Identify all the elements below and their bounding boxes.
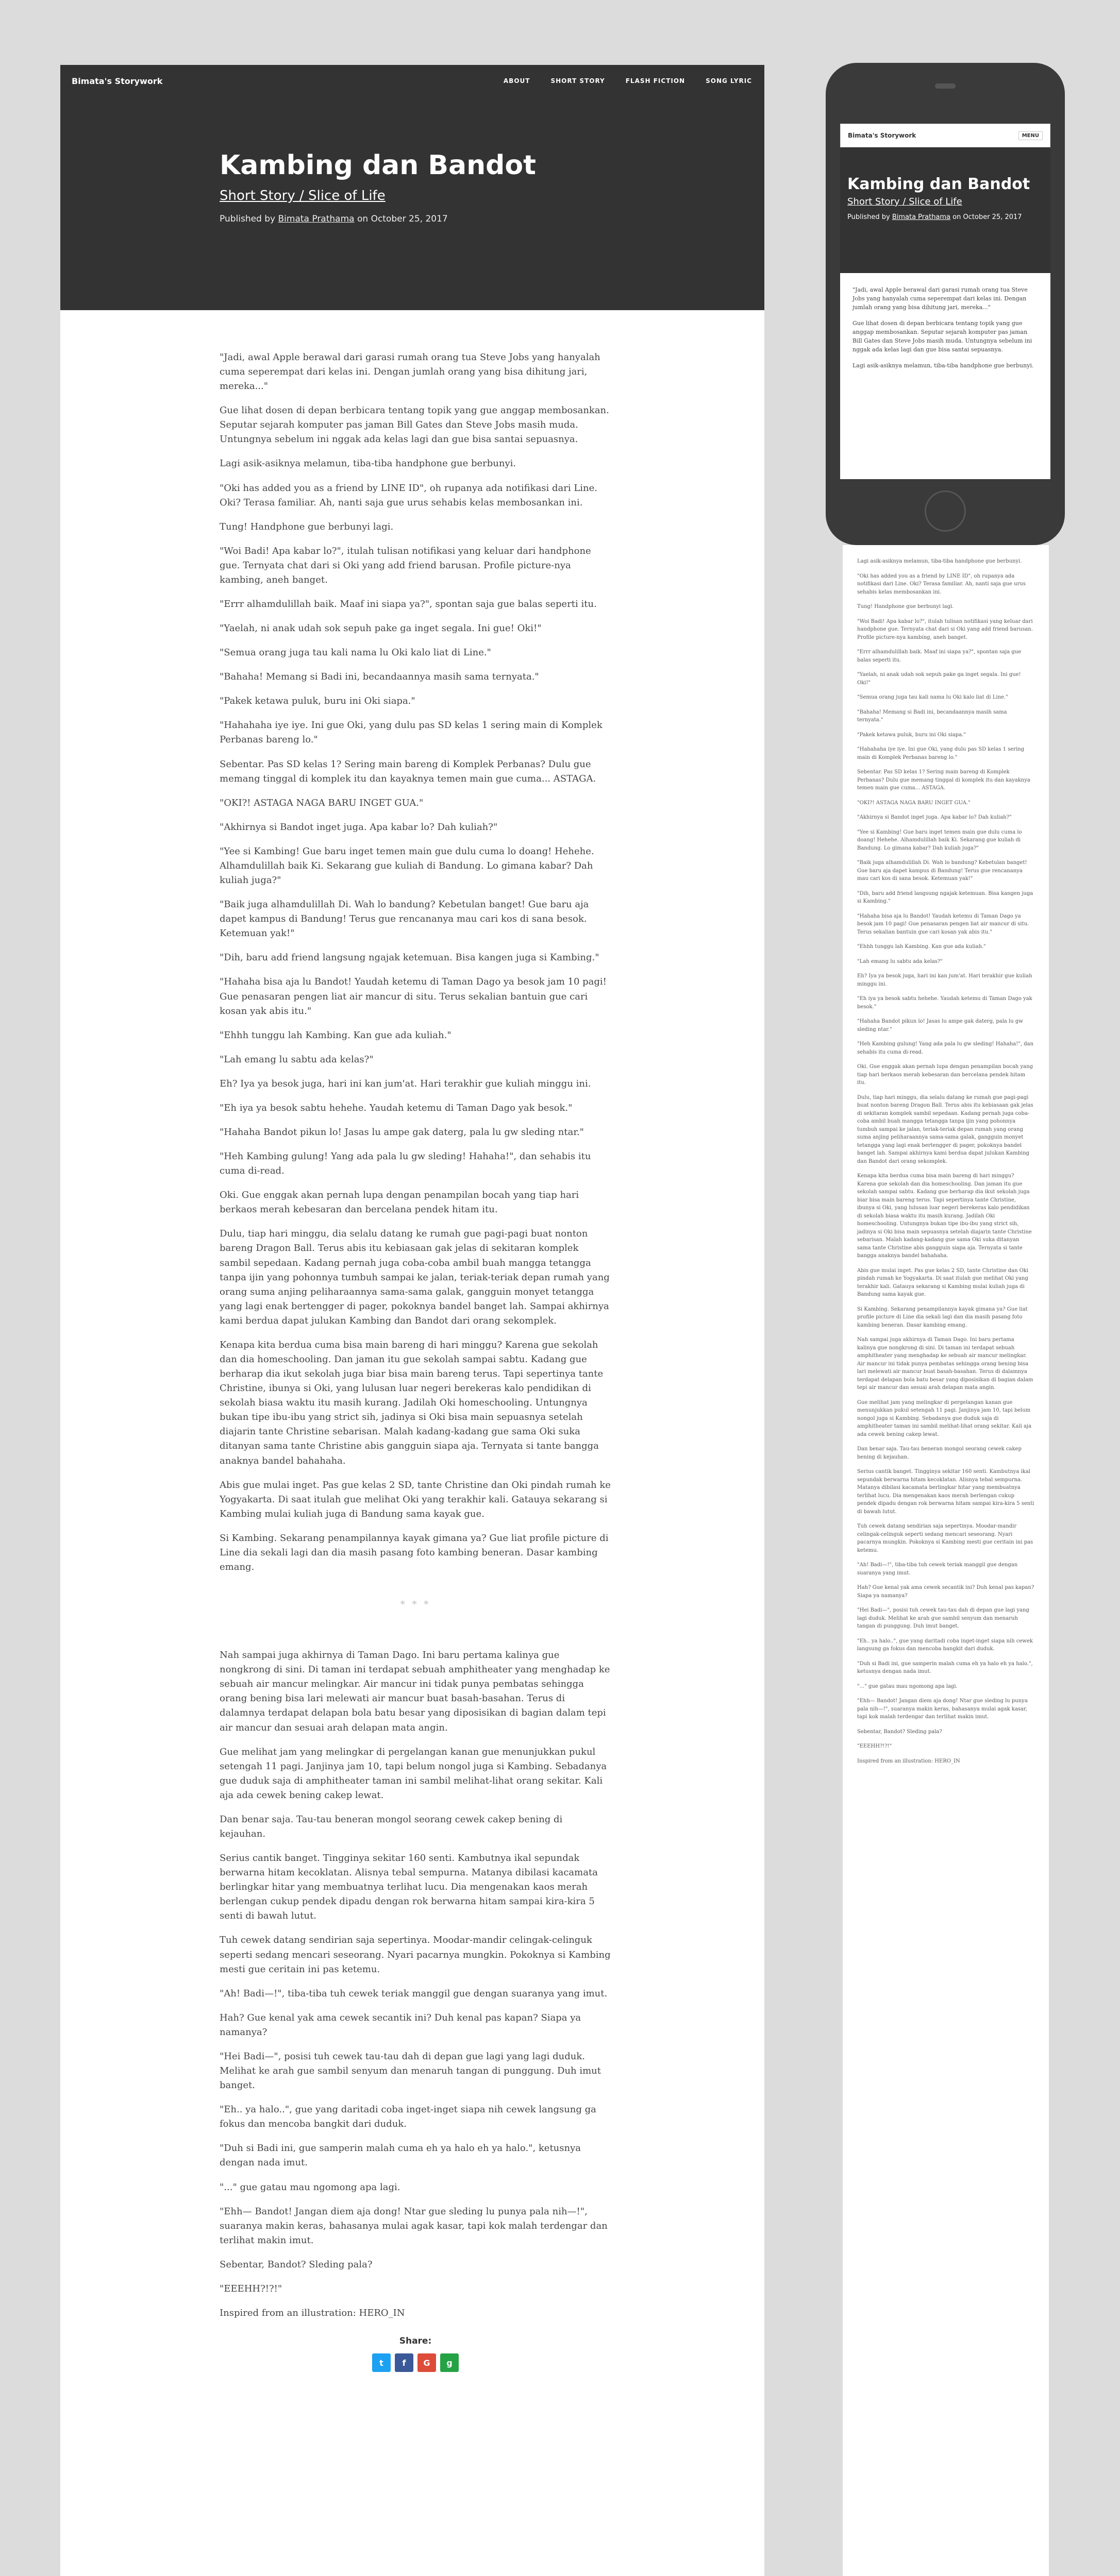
mobile-paragraph: Dulu, tiap hari minggu, dia selalu datang ke rumah gue pagi-pagi buat nonton bareng Dragon Ball. Terus abis itu kebiasaan gak jelas di sekitaran komplek sambil sepedaan. Kadang pernah juga coba-coba ambil buah mangga tetangga tanpa ijin yang pohonnya tumbuh sampai ke jalan, teriak-teriak depan rumah yang orang suma anjing peliharaannya sama-sama galak, gangguin monyet tetangga yang lagi enak bertengger di pager, pokoknya bandel banget lah. Sampai akhirnya kami berdua dapat julukan Kambing dan Bandot dari orang sekomplek. — [857, 1094, 1033, 1164]
mobile-paragraph: "Jadi, awal Apple berawal dari garasi rumah orang tua Steve Jobs yang hanyalah cuma seperempat dari kelas ini. Dengan jumlah orang yang bisa dihitung jari, mereka..." — [852, 286, 1028, 311]
mobile-paragraph: "Hahaha Bandot pikun lo! Jasas lu ampe gak daterg, pala lu gw sleding ntar." — [857, 1019, 1023, 1032]
paragraph: "EEEHH?!?!" — [220, 2283, 282, 2294]
mobile-paragraph: Kenapa kita berdua cuma bisa main bareng di hari minggu? Karena gue sekolah dan dia homeschooling. Dan jaman itu gue sekolah sampai sabtu. Kadang gue berharap dia ikut sekolah juga biar bisa main bareng terus. Tapi sepertinya tante Christine, ibunya si Oki, yang lulusan luar negeri berekeras kalo pendidikan di sekolah biasa waktu itu masih kurang. Jadilah Oki homeschooling. Untungnya bukan tipe ibu-ibu yang strict sih, jadinya si Oki bisa main sepuasnya setelah diajarin tante Christine sebarisan. Malah kadang-kadang gue sama Oki suka ditanyan sama tante Christine abis gangguin siapa aja. Ternyata si tante bangga anaknya bandel bahahaha. — [857, 1173, 1032, 1259]
mobile-paragraph: Lagi asik-asiknya melamun, tiba-tiba handphone gue berbunyi. — [852, 362, 1034, 369]
mobile-article — [840, 273, 1050, 389]
mobile-paragraph: "OKI?! ASTAGA NAGA BARU INGET GUA." — [857, 800, 971, 806]
paragraph: "Hei Badi—", posisi tuh cewek tau-tau dah di depan gue lagi yang lagi duduk. Melihat ke arah gue sambil senyum dan menaruh tangan di punggung. Duh imut banget. — [220, 2050, 601, 2091]
mobile-paragraph: Eh? Iya ya besok juga, hari ini kan jum'at. Hari terakhir gue kuliah minggu ini. — [857, 973, 1032, 987]
mobile-paragraph: "Dih, baru add friend langsung ngajak ketemuan. Bisa kangen juga si Kambing." — [857, 890, 1033, 904]
mobile-paragraph: Tuh cewek datang sendirian saja sepertinya. Moodar-mandir celingak-celinguk seperti sedang mencari seseorang. Nyari pacarnya mungkin. Pokoknya si Kambing mesti gue ceritain ini pas ketemu. — [857, 1523, 1033, 1553]
mobile-paragraph: Hah? Gue kenal yak ama cewek secantik ini? Duh kenal pas kapan? Siapa ya namanya? — [857, 1585, 1034, 1599]
mobile-paragraph: "Yaelah, ni anak udah sok sepuh pake ga inget segala. Ini gue! Oki!" — [857, 672, 1021, 686]
paragraph: "Ehhh tunggu lah Kambing. Kan gue ada kuliah." — [220, 1029, 452, 1041]
share-twitter-icon[interactable]: t — [372, 2353, 391, 2372]
mobile-paragraph: Sebentar, Bandot? Sleding pala? — [857, 1728, 942, 1735]
paragraph: Inspired from an illustration: HERO_IN — [220, 2307, 405, 2318]
paragraph: "Bahaha! Memang si Badi ini, becandaannya masih sama ternyata." — [220, 671, 539, 683]
section-separator: * * * — [400, 1599, 431, 1611]
post-meta: Published by Bimata Prathama on October 25, 2017 — [220, 214, 448, 224]
mobile-paragraph: "Ehhh tunggu lah Kambing. Kan gue ada kuliah." — [857, 944, 986, 950]
mobile-paragraph: "Woi Badi! Apa kabar lo?", itulah tulisan notifikasi yang keluar dari handphone gue. Ternyata chat dari si Oki yang add friend barusan. Profile picture-nya kambing, aneh banget. — [857, 618, 1033, 640]
paragraph: "Dih, baru add friend langsung ngajak ketemuan. Bisa kangen juga si Kambing." — [220, 952, 599, 963]
mobile-brand[interactable]: Bimata's Storywork — [848, 132, 916, 139]
paragraph: Sebentar. Pas SD kelas 1? Sering main bareng di Komplek Perbanas? Dulu gue memang tinggal di komplek itu dan kayaknya temen main gue cuma... ASTAGA. — [220, 758, 596, 784]
mobile-paragraph: "Ah! Badi—!", tiba-tiba tuh cewek teriak manggil gue dengan suaranya yang imut. — [857, 1562, 1018, 1576]
paragraph: Si Kambing. Sekarang penampilannya kayak gimana ya? Gue liat profile picture di Line dia sekali lagi dan dia masih pasang foto kambing beneran. Dasar kambing emang. — [220, 1532, 609, 1572]
mobile-paragraph: "Lah emang lu sabtu ada kelas?" — [857, 958, 943, 964]
share-title: Share: — [399, 2336, 432, 2347]
desktop-view — [60, 65, 764, 2576]
paragraph: "Akhirnya si Bandot inget juga. Apa kabar lo? Dah kuliah?" — [220, 821, 498, 833]
nav-flash-fiction[interactable]: FLASH FICTION — [625, 77, 686, 84]
mobile-paragraph: "Eh.. ya halo..", gue yang daritadi coba inget-inget siapa nih cewek langsung ga fokus dan mencoba bangkit dari duduk. — [857, 1638, 1033, 1652]
paragraph: "Hahaha bisa aja lu Bandot! Yaudah ketemu di Taman Dago ya besok jam 10 pagi! Gue penasaran pengen liat air mancur di situ. Terus sekalian bantuin gue cari kosan yak abis itu." — [220, 976, 607, 1016]
paragraph: Tung! Handphone gue berbunyi lagi. — [220, 521, 394, 532]
mobile-paragraph: "Oki has added you as a friend by LINE ID", oh rupanya ada notifikasi dari Line. Oki? Terasa familiar. Ah, nanti saja gue urus sehabis kelas membosankan ini. — [857, 573, 1026, 595]
mobile-paragraph: "Akhirnya si Bandot inget juga. Apa kabar lo? Dah kuliah?" — [857, 815, 1012, 820]
menu-button[interactable]: MENU — [1018, 131, 1043, 140]
paragraph: "Eh iya ya besok sabtu hehehe. Yaudah ketemu di Taman Dago yak besok." — [220, 1102, 573, 1113]
mobile-paragraph: "Heh Kambing gulung! Yang ada pala lu gw sleding! Hahaha!", dan sehabis itu cuma di-read. — [857, 1041, 1034, 1055]
paragraph: "Jadi, awal Apple berawal dari garasi rumah orang tua Steve Jobs yang hanyalah cuma seperempat dari kelas ini. Dengan jumlah orang yang bisa dihitung jari, mereka..." — [220, 352, 600, 392]
post-title: Kambing dan Bandot — [220, 150, 536, 181]
paragraph: "Baik juga alhamdulillah Di. Wah lo bandung? Kebetulan banget! Gue baru aja dapet kampus di Bandung! Terus gue rencananya mau cari kos di sana besok. Ketemuan yak!" — [220, 899, 589, 939]
mobile-title: Kambing dan Bandot — [847, 175, 1030, 193]
mobile-paragraph: Sebentar. Pas SD kelas 1? Sering main bareng di Komplek Perbanas? Dulu gue memang tinggal di komplek itu dan kayaknya temen main gue cuma... ASTAGA. — [857, 769, 1030, 791]
nav-song-lyric[interactable]: SONG LYRIC — [706, 77, 752, 84]
paragraph: Dulu, tiap hari minggu, dia selalu datang ke rumah gue pagi-pagi buat nonton bareng Dragon Ball. Terus abis itu kebiasaan gak jelas di sekitaran komplek sambil sepedaan. Kadang pernah juga coba-coba ambil buah mangga tetangga tanpa ijin yang pohonnya tumbuh sampai ke jalan, teriak-teriak depan rumah yang orang suma anjing peliharaannya sama-sama galak, gangguin monyet tetangga yang lagi enak bertengger di pager, pokoknya bandel banget lah. Sampai akhirnya kami berdua dapat julukan Kambing dan Bandot dari orang sekomplek. — [220, 1228, 610, 1326]
paragraph: "Duh si Badi ini, gue samperin malah cuma eh ya halo eh ya halo.", ketusnya dengan nada imut. — [220, 2143, 581, 2168]
paragraph: Gue melihat jam yang melingkar di pergelangan kanan gue menunjukkan pukul setengah 11 pagi. Janjinya jam 10, tapi belum nongol juga si Kambing. Sebadanya gue duduk saja di amphitheater taman ini sambil melihat-lihat orang sekitar. Kali aja ada cewek bening cakep lewat. — [220, 1746, 607, 1801]
mobile-paragraph: "Pakek ketawa puluk, buru ini Oki siapa." — [857, 732, 966, 738]
paragraph: Lagi asik-asiknya melamun, tiba-tiba handphone gue berbunyi. — [220, 458, 516, 469]
paragraph: "Yee si Kambing! Gue baru inget temen main gue dulu cuma lo doang! Hehehe. Alhamdulillah baik Ki. Sekarang gue kuliah di Bandung. Lo gimana kabar? Dah kuliah juga?" — [220, 845, 594, 886]
paragraph: "Oki has added you as a friend by LINE ID", oh rupanya ada notifikasi dari Line. Oki? Terasa familiar. Ah, nanti saja gue urus sehabis kelas membosankan ini. — [220, 482, 598, 508]
nav-about[interactable]: ABOUT — [503, 77, 530, 84]
mobile-paragraph: "EEEHH?!?!" — [857, 1743, 892, 1749]
mobile-paragraph: "Baik juga alhamdulillah Di. Wah lo bandung? Kebetulan banget! Gue baru aja dapet kampus di Bandung! Terus gue rencananya mau cari kos di sana besok. Ketemuan yak!" — [857, 860, 1027, 882]
paragraph: Tuh cewek datang sendirian saja sepertinya. Moodar-mandir celingak-celinguk seperti sedang mencari seseorang. Nyari pacarnya mungkin. Pokoknya si Kambing mesti gue ceritain ini pas ketemu. — [220, 1935, 611, 1975]
paragraph: Sebentar, Bandot? Sleding pala? — [220, 2259, 373, 2270]
paragraph: "Semua orang juga tau kali nama lu Oki kalo liat di Line." — [220, 647, 491, 658]
paragraph: Eh? Iya ya besok juga, hari ini kan jum'at. Hari terakhir gue kuliah minggu ini. — [220, 1078, 591, 1089]
mobile-paragraph: Lagi asik-asiknya melamun, tiba-tiba handphone gue berbunyi. — [857, 558, 1022, 564]
mobile-paragraph: "Hahaha bisa aja lu Bandot! Yaudah ketemu di Taman Dago ya besok jam 10 pagi! Gue penasaran pengen liat air mancur di situ. Terus sekalian bantuin gue cari kosan yak abis itu." — [857, 913, 1029, 935]
paragraph: "OKI?! ASTAGA NAGA BARU INGET GUA." — [220, 797, 424, 808]
share-google-plus-icon[interactable]: G — [417, 2353, 436, 2372]
mobile-paragraph: Si Kambing. Sekarang penampilannya kayak gimana ya? Gue liat profile picture di Line dia sekali lagi dan dia masih pasang foto kambing beneran. Dasar kambing emang. — [857, 1306, 1028, 1328]
paragraph: "Woi Badi! Apa kabar lo?", itulah tulisan notifikasi yang keluar dari handphone gue. Ternyata chat dari si Oki yang add friend barusan. Profile picture-nya kambing, aneh banget. — [220, 545, 591, 585]
share-section — [220, 2336, 611, 2372]
mobile-paragraph: Serius cantik banget. Tingginya sekitar 160 senti. Kambutnya ikal sepundak berwarna hitam kecoklatan. Alisnya tebal sempurna. Matanya dibilasi kacamata berlingkar hitar yang membuatnya terlihat lucu. Dia mengenakan kaos merah berlengan cukup pendek dipadu dengan rok berwarna hitam sampai kira-kira 5 senti di bawah lutut. — [857, 1469, 1034, 1515]
mobile-scroll-continuation — [843, 545, 1049, 2576]
mobile-paragraph: "Hei Badi—", posisi tuh cewek tau-tau dah di depan gue lagi yang lagi duduk. Melihat ke arah gue sambil senyum dan menaruh tangan di punggung. Duh imut banget. — [857, 1607, 1029, 1629]
mobile-paragraph: "Hahahaha iye iye. Ini gue Oki, yang dulu pas SD kelas 1 sering main di Komplek Perbanas bareng lo." — [857, 747, 1025, 760]
paragraph: "Hahaha Bandot pikun lo! Jasas lu ampe gak daterg, pala lu gw sleding ntar." — [220, 1126, 584, 1138]
paragraph: "Lah emang lu sabtu ada kelas?" — [220, 1054, 374, 1065]
paragraph: "Eh.. ya halo..", gue yang daritadi coba inget-inget siapa nih cewek langsung ga fokus dan mencoba bangkit dari duduk. — [220, 2104, 596, 2130]
paragraph: Gue lihat dosen di depan berbicara tentang topik yang gue anggap membosankan. Seputar sejarah komputer pas jaman Bill Gates dan Steve Jobs masih muda. Untungnya sebelum ini nggak ada kelas lagi dan gue bisa santai sepuasnya. — [220, 405, 609, 445]
post-category[interactable]: Short Story / Slice of Life — [220, 188, 386, 204]
mobile-paragraph: Tung! Handphone gue berbunyi lagi. — [857, 604, 954, 609]
paragraph: "Hahahaha iye iye. Ini gue Oki, yang dulu pas SD kelas 1 sering main di Komplek Perbanas bareng lo." — [220, 720, 603, 745]
site-brand[interactable]: Bimata's Storywork — [72, 76, 163, 86]
mobile-paragraph: "Errr alhamdulillah baik. Maaf ini siapa ya?", spontan saja gue balas seperti itu. — [857, 649, 1022, 663]
paragraph: "Errr alhamdulillah baik. Maaf ini siapa ya?", spontan saja gue balas seperti itu. — [220, 599, 597, 610]
mobile-paragraph: "Bahaha! Memang si Badi ini, becandaannya masih sama ternyata." — [857, 709, 1007, 723]
mobile-paragraph: Oki. Gue enggak akan pernah lupa dengan penampilan bocah yang tiap hari berkaos merah kebesaran dan bercelana pendek hitam itu. — [857, 1064, 1033, 1086]
paragraph: "Heh Kambing gulung! Yang ada pala lu gw sleding! Hahaha!", dan sehabis itu cuma di-read. — [220, 1151, 591, 1177]
paragraph: Kenapa kita berdua cuma bisa main bareng di hari minggu? Karena gue sekolah dan dia homeschooling. Dan jaman itu gue sekolah sampai sabtu. Kadang gue berharap dia ikut sekolah juga biar bisa main bareng terus. Tapi sepertinya tante Christine, ibunya si Oki, yang lulusan luar negeri berekeras kalo pendidikan di sekolah biasa waktu itu masih kurang. Jadilah Oki homeschooling. Untungnya bukan tipe ibu-ibu yang strict sih, jadinya si Oki bisa main sepuasnya setelah diajarin tante Christine sebarisan. Malah kadang-kadang gue sama Oki suka ditanyan sama tante Christine abis gangguin siapa aja. Ternyata si tante bangga anaknya bandel bahahaha. — [220, 1339, 604, 1466]
paragraph: Abis gue mulai inget. Pas gue kelas 2 SD, tante Christine dan Oki pindah rumah ke Yogyakarta. Di saat itulah gue melihat Oki yang terakhir kali. Gatauya sekarang si Kambing mulai kuliah juga di Bandung sama kayak gue. — [220, 1479, 611, 1519]
paragraph: "Ehh— Bandot! Jangan diem aja dong! Ntar gue sleding lu punya pala nih—!", suaranya makin keras, bahasanya mulai agak kasar, tapi kok malah terdengar dan terlihat makin imut. — [220, 2206, 608, 2246]
post-date: October 25, 2017 — [371, 214, 448, 224]
mobile-paragraph: Gue lihat dosen di depan berbicara tentang topik yang gue anggap membosankan. Seputar sejarah komputer pas jaman Bill Gates dan Steve Jobs masih muda. Untungnya sebelum ini nggak ada kelas lagi dan gue bisa santai sepuasnya. — [852, 320, 1032, 353]
mobile-paragraph: Dan benar saja. Tau-tau beneran mongol seorang cewek cakep bening di kejauhan. — [857, 1446, 1022, 1460]
mobile-category[interactable]: Short Story / Slice of Life — [847, 196, 962, 207]
mobile-paragraph: Abis gue mulai inget. Pas gue kelas 2 SD, tante Christine dan Oki pindah rumah ke Yogyakarta. Di saat itulah gue melihat Oki yang terakhir kali. Gatauya sekarang si Kambing mulai kuliah juga di Bandung sama kayak gue. — [857, 1267, 1029, 1297]
mobile-screen — [840, 124, 1050, 479]
paragraph: Nah sampai juga akhirnya di Taman Dago. Ini baru pertama kalinya gue nongkrong di sini. Di taman ini terdapat sebuah amphitheater yang menghadap ke sebuah air mancur melingkar. Air mancur ini tidak punya pembatas sehingga orang bening bisa lari melewati air mancur buat basah-basahan. Terus di dalamnya terdapat delapan bola batu besar yang diposisikan di bagian dalam tepi air mancur dan sesuai arah delapan mata angin. — [220, 1650, 610, 1733]
share-share-icon[interactable]: g — [440, 2353, 459, 2372]
mobile-paragraph: Inspired from an illustration: HERO_IN — [857, 1758, 960, 1764]
share-facebook-icon[interactable]: f — [395, 2353, 413, 2372]
mobile-paragraph: "Yee si Kambing! Gue baru inget temen main gue dulu cuma lo doang! Hehehe. Alhamdulillah baik Ki. Sekarang gue kuliah di Bandung. Lo gimana kabar? Dah kuliah juga?" — [857, 829, 1022, 851]
author-link[interactable]: Bimata Prathama — [278, 214, 355, 224]
mobile-meta: Published by Bimata Prathama on October 25, 2017 — [847, 213, 1022, 221]
mobile-paragraph: "Ehh— Bandot! Jangan diem aja dong! Ntar gue sleding lu punya pala nih—!", suaranya makin keras, bahasanya mulai agak kasar, tapi kok malah terdengar dan terlihat makin imut. — [857, 1698, 1028, 1720]
paragraph: Serius cantik banget. Tingginya sekitar 160 senti. Kambutnya ikal sepundak berwarna hitam kecoklatan. Alisnya tebal sempurna. Matanya dibilasi kacamata berlingkar hitar yang membuatnya terlihat lucu. Dia mengenakan kaos merah berlengan cukup pendek dipadu dengan rok berwarna hitam sampai kira-kira 5 senti di bawah lutut. — [220, 1853, 598, 1922]
mobile-preview — [826, 63, 1065, 545]
mobile-paragraph: "..." gue gatau mau ngomong apa lagi. — [857, 1683, 958, 1689]
mobile-paragraph: "Duh si Badi ini, gue samperin malah cuma eh ya halo eh ya halo.", ketusnya dengan nada imut. — [857, 1660, 1033, 1674]
paragraph: "Yaelah, ni anak udah sok sepuh pake ga inget segala. Ini gue! Oki!" — [220, 623, 542, 634]
mobile-paragraph: Nah sampai juga akhirnya di Taman Dago. Ini baru pertama kalinya gue nongkrong di sini. Di taman ini terdapat sebuah amphitheater yang menghadap ke sebuah air mancur melingkar. Air mancur ini tidak punya pembatas sehingga orang bening bisa lari melewati air mancur buat basah-basahan. Terus di dalamnya terdapat delapan bola batu besar yang diposisikan di bagian dalam tepi air mancur dan sesuai arah delapan mata angin. — [857, 1337, 1033, 1391]
paragraph: "Ah! Badi—!", tiba-tiba tuh cewek teriak manggil gue dengan suaranya yang imut. — [220, 1988, 608, 1999]
paragraph: Dan benar saja. Tau-tau beneran mongol seorang cewek cakep bening di kejauhan. — [220, 1814, 563, 1840]
main-nav — [504, 77, 752, 84]
post-hero — [220, 150, 611, 224]
phone-speaker — [935, 83, 956, 89]
paragraph: "..." gue gatau mau ngomong apa lagi. — [220, 2181, 400, 2193]
paragraph: "Pakek ketawa puluk, buru ini Oki siapa." — [220, 696, 415, 707]
site-header — [60, 65, 764, 310]
nav-short-story[interactable]: SHORT STORY — [550, 77, 605, 84]
home-button[interactable] — [925, 490, 966, 532]
mobile-paragraph: Gue melihat jam yang melingkar di pergelangan kanan gue menunjukkan pukul setengah 11 pagi. Janjinya jam 10, tapi belum nongol juga si Kambing. Sebadanya gue duduk saja di amphitheater taman ini sambil melihat-lihat orang sekitar. Kali aja ada cewek bening cakep lewat. — [857, 1399, 1032, 1437]
paragraph: Hah? Gue kenal yak ama cewek secantik ini? Duh kenal pas kapan? Siapa ya namanya? — [220, 2012, 581, 2038]
mobile-paragraph: "Eh iya ya besok sabtu hehehe. Yaudah ketemu di Taman Dago yak besok." — [857, 996, 1032, 1010]
paragraph: Oki. Gue enggak akan pernah lupa dengan penampilan bocah yang tiap hari berkaos merah kebesaran dan bercelana pendek hitam itu. — [220, 1190, 579, 1215]
mobile-paragraph: "Semua orang juga tau kali nama lu Oki kalo liat di Line." — [857, 694, 1008, 700]
article-body — [220, 350, 611, 2372]
